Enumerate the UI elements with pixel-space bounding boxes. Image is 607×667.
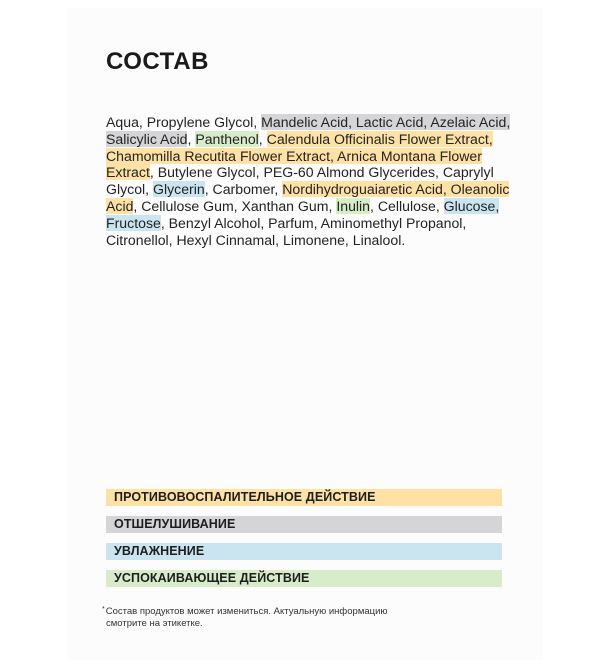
- legend-item-moist: УВЛАЖНЕНИЕ: [106, 543, 502, 560]
- footnote-asterisk: *: [102, 606, 105, 613]
- ingredient-text: , Cellulose,: [370, 197, 444, 214]
- highlighted-ingredient-soothe: Inulin: [336, 197, 371, 214]
- highlighted-ingredient-moist: Glucose, Fructose: [106, 197, 500, 231]
- page-title: СОСТАВ: [106, 48, 209, 75]
- footnote: [102, 604, 388, 629]
- ingredient-text: , Cellulose Gum, Xanthan Gum,: [133, 197, 337, 214]
- highlighted-ingredient-moist: Glycerin: [153, 181, 205, 198]
- footnote-line-2: смотрите на этикетке.: [106, 617, 203, 629]
- ingredient-text: ,: [258, 130, 267, 147]
- ingredient-text: , Carbomer,: [204, 181, 283, 198]
- highlighted-ingredient-soothe: Panthenol: [195, 130, 259, 147]
- ingredient-text: ,: [187, 130, 196, 147]
- highlighted-ingredient-anti: Nordihydroguaiaretic Acid, Oleanolic Acid: [106, 181, 510, 214]
- ingredient-text: Aqua, Propylene Glycol,: [106, 114, 262, 130]
- legend-item-anti: ПРОТИВОВОСПАЛИТЕЛЬНОЕ ДЕЙСТВИЕ: [106, 489, 502, 506]
- legend-item-soothe: УСПОКАИВАЮЩЕЕ ДЕЙСТВИЕ: [106, 570, 502, 587]
- ingredient-text: , Benzyl Alcohol, Parfum, Aminomethyl Propanol, Citronellol, Hexyl Cinnamal, Limonene, Linalool.: [106, 214, 467, 248]
- footnote-line-1: Состав продуктов может измениться. Актуальную информацию: [105, 606, 388, 617]
- legend: [106, 489, 502, 597]
- highlighted-ingredient-exf: Mandelic Acid, Lactic Acid, Azelaic Acid, Salicylic Acid: [106, 114, 511, 147]
- legend-item-exf: ОТШЕЛУШИВАНИЕ: [106, 516, 502, 533]
- highlighted-ingredient-anti: Calendula Officinalis Flower Extract, Chamomilla Recutita Flower Extract, Arnica Montana Flower Extract: [106, 130, 493, 181]
- ingredients-list: [106, 114, 511, 248]
- ingredient-text: , Butylene Glycol, PEG-60 Almond Glycerides, Caprylyl Glycol,: [106, 164, 494, 198]
